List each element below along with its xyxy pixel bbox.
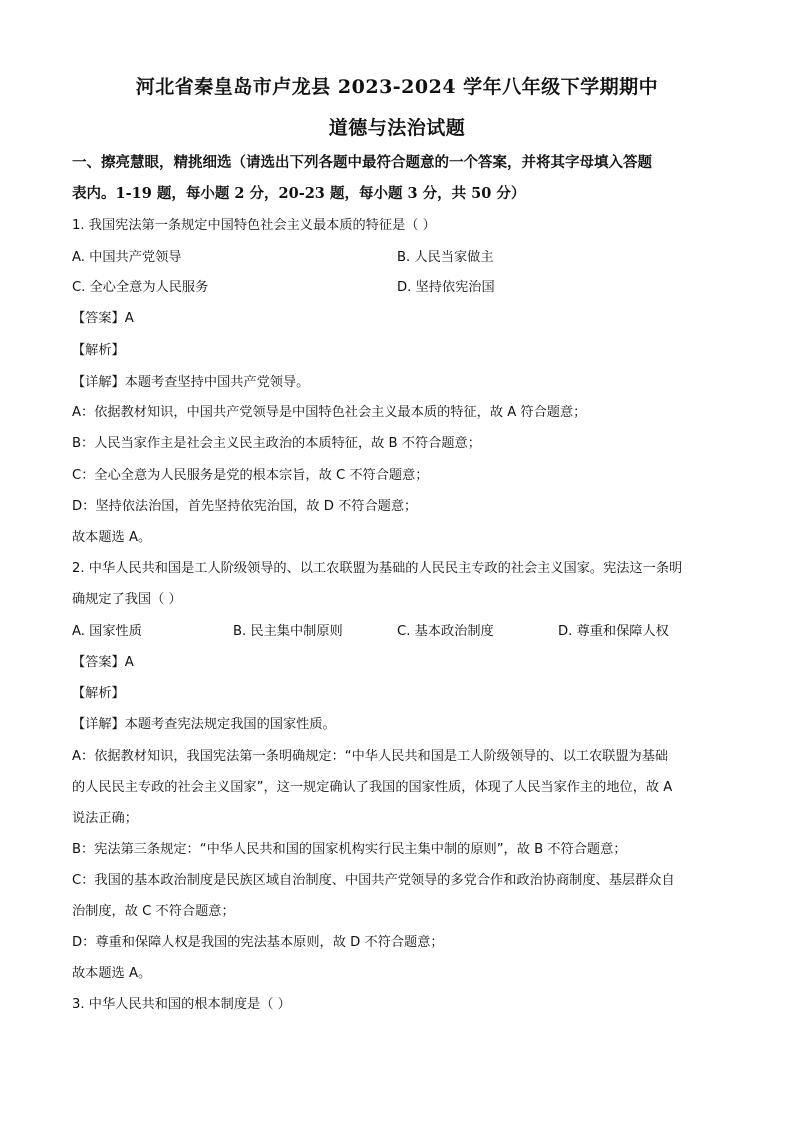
q2-option-c: C. 基本政治制度 — [397, 624, 494, 639]
q3-stem: 3. 中华人民共和国的根本制度是（ ） — [72, 997, 291, 1012]
q1-detail: 【详解】本题考查坚持中国共产党领导。 — [72, 375, 310, 390]
q2-explanation-a-line-2: 的人民民主专政的社会主义国家”，这一规定确认了我国的国家性质，体现了人民当家作主的地位，故 A — [72, 780, 673, 795]
q2-analysis-label: 【解析】 — [72, 686, 125, 701]
q2-detail: 【详解】本题考查宪法规定我国的国家性质。 — [72, 717, 336, 732]
q1-explanation-c: C：全心全意为人民服务是党的根本宗旨，故 C 不符合题意； — [72, 468, 429, 483]
q2-explanation-a-line-1: A：依据教材知识，我国宪法第一条明确规定：“中华人民共和国是工人阶级领导的、以工农联盟为基础 — [72, 749, 669, 764]
q2-option-b: B. 民主集中制原则 — [233, 624, 343, 639]
q2-answer: 【答案】A — [72, 655, 134, 670]
q2-conclusion: 故本题选 A。 — [72, 966, 152, 981]
q2-explanation-a-line-3: 说法正确； — [72, 811, 138, 826]
q1-explanation-a: A：依据教材知识，中国共产党领导是中国特色社会主义最本质的特征，故 A 符合题意； — [72, 405, 587, 420]
q1-answer: 【答案】A — [72, 311, 134, 326]
q2-explanation-b: B：宪法第三条规定：“中华人民共和国的国家机构实行民主集中制的原则”，故 B 不符合题意； — [72, 842, 627, 857]
q1-analysis-label: 【解析】 — [72, 343, 125, 358]
q2-option-d: D. 尊重和保障人权 — [558, 624, 669, 639]
q2-explanation-d: D：尊重和保障人权是我国的宪法基本原则，故 D 不符合题意； — [72, 935, 444, 950]
q1-option-a: A. 中国共产党领导 — [72, 250, 182, 265]
section-heading — [72, 147, 727, 209]
q2-explanation-c-line-1: C：我国的基本政治制度是民族区域自治制度、中国共产党领导的多党合作和政治协商制度、基层群众自 — [72, 873, 675, 888]
q1-option-b: B. 人民当家做主 — [397, 250, 494, 265]
q1-conclusion: 故本题选 A。 — [72, 530, 152, 545]
q1-explanation-b: B：人民当家作主是社会主义民主政治的本质特征，故 B 不符合题意； — [72, 436, 481, 451]
q1-option-c: C. 全心全意为人民服务 — [72, 280, 209, 295]
q1-stem: 1. 我国宪法第一条规定中国特色社会主义最本质的特征是（ ） — [72, 218, 436, 233]
section-heading-line-1: 一、擦亮慧眼，精挑细选（请选出下列各题中最符合题意的一个答案，并将其字母填入答题 — [72, 154, 652, 171]
q2-option-a: A. 国家性质 — [72, 624, 142, 639]
section-heading-line-2: 表内。1-19 题，每小题 2 分，20-23 题，每小题 3 分，共 50 分） — [72, 185, 526, 202]
document-title-line-2: 道德与法治试题 — [328, 117, 466, 139]
q1-explanation-d: D：坚持依法治国，首先坚持依宪治国，故 D 不符合题意； — [72, 499, 418, 514]
q1-option-d: D. 坚持依宪治国 — [397, 280, 495, 295]
document-title-line-1: 河北省秦皇岛市卢龙县 2023-2024 学年八年级下学期期中 — [135, 76, 659, 98]
q2-stem-line-1: 2. 中华人民共和国是工人阶级领导的、以工农联盟为基础的人民民主专政的社会主义国家。宪法这一条明 — [72, 561, 683, 576]
q2-explanation-c-line-2: 治制度，故 C 不符合题意； — [72, 904, 235, 919]
q2-stem-line-2: 确规定了我国（ ） — [72, 592, 182, 607]
